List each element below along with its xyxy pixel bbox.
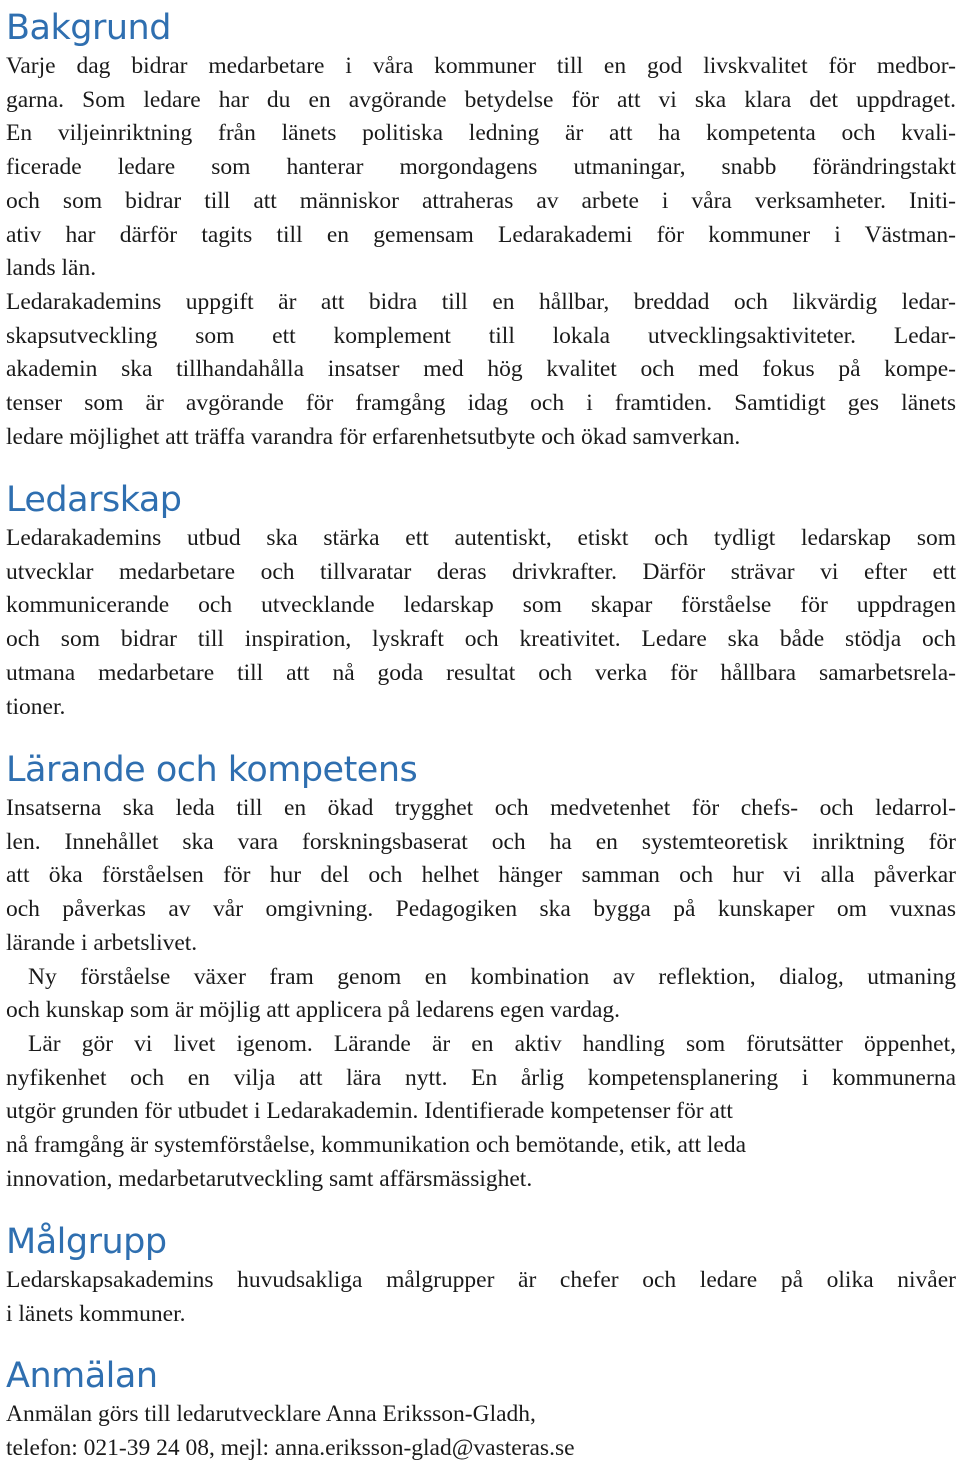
text-line: lärande i arbetslivet. (6, 929, 198, 956)
text-line: Ledarskapsakademins huvudsakliga målgrupper är chefer och ledare på olika nivåer (6, 1267, 956, 1293)
text-line: lands län. (6, 255, 97, 282)
text-line: i länets kommuner. (6, 1300, 186, 1327)
text-line: Ledarakademins uppgift är att bidra till en hållbar, breddad och likvärdig ledar- (6, 288, 956, 315)
text-line: och påverkas av vår omgivning. Pedagogiken ska bygga på kunskaper om vuxnas (6, 896, 956, 923)
text-line: Lär gör vi livet igenom. Lärande är en aktiv handling som förutsätter öppenhet, (28, 1030, 956, 1057)
text-line: utgör grunden för utbudet i Ledarakademin. Identifierade kompetenser för att (6, 1098, 733, 1125)
section-heading-anmalan: Anmälan (6, 1356, 158, 1396)
text-line: kommunicerande och utvecklande ledarskap som skapar förståelse för uppdragen (6, 592, 956, 619)
text-line: nå framgång är systemförståelse, kommunikation och bemötande, etik, att leda (6, 1132, 747, 1159)
text-line: Ledarakademins utbud ska stärka ett autentiskt, etiskt och tydligt ledarskap som (6, 525, 956, 551)
section-heading-malgrupp: Målgrupp (6, 1222, 167, 1262)
section-bakgrund (6, 8, 956, 454)
section-malgrupp (6, 1222, 956, 1331)
text-line: att öka förståelsen för hur del och helhet hänger samman och hur vi alla påverkar (6, 862, 956, 889)
section-ledarskap (6, 480, 956, 724)
text-line: garna. Som ledare har du en avgörande betydelse för att vi ska klara det uppdraget. (6, 86, 956, 113)
text-line: len. Innehållet ska vara forskningsbaserat och ha en systemteoretisk inriktning för (6, 828, 956, 855)
paragraph (6, 961, 956, 1028)
paragraph (6, 792, 956, 961)
paragraph (6, 522, 956, 724)
paragraph (6, 1028, 956, 1197)
section-larande-och-kompetens (6, 750, 956, 1196)
text-line: och som bidrar till inspiration, lyskraft och kreativitet. Ledare ska både stödja och (6, 626, 956, 653)
text-line: och kunskap som är möjlig att applicera på ledarens egen vardag. (6, 997, 621, 1024)
text-line: tenser som är avgörande för framgång idag och i framtiden. Samtidigt ges länets (6, 390, 956, 417)
section-anmalan (6, 1356, 956, 1465)
text-line: Ny förståelse växer fram genom en kombination av reflektion, dialog, utmaning (28, 963, 956, 990)
text-line: akademin ska tillhandahålla insatser med hög kvalitet och med fokus på kompe- (6, 356, 956, 383)
paragraph (6, 50, 956, 286)
paragraph (6, 1398, 956, 1465)
paragraph (6, 1264, 956, 1331)
text-line: skapsutveckling som ett komplement till lokala utvecklingsaktiviteter. Ledar- (6, 322, 956, 349)
text-line: utmana medarbetare till att nå goda resultat och verka för hållbara samarbetsrela- (6, 659, 956, 686)
text-line: Varje dag bidrar medarbetare i våra kommuner till en god livskvalitet för medbor- (6, 53, 956, 79)
text-line: innovation, medarbetarutveckling samt affärsmässighet. (6, 1165, 533, 1192)
text-line: nyfikenhet och en vilja att lära nytt. En årlig kompetensplanering i kommunerna (6, 1064, 956, 1091)
text-line: ledare möjlighet att träffa varandra för erfarenhetsutbyte och ökad samverkan. (6, 423, 741, 450)
text-line: utvecklar medarbetare och tillvaratar deras drivkrafter. Därför strävar vi efter ett (6, 558, 956, 585)
text-line: Insatserna ska leda till en ökad trygghet och medvetenhet för chefs- och ledarrol- (6, 795, 956, 821)
contact-line: telefon: 021-39 24 08, mejl: anna.eriksson-glad@vasteras.se (6, 1434, 575, 1461)
text-line: En viljeinriktning från länets politiska ledning är att ha kompetenta och kvali- (6, 120, 956, 147)
section-heading-ledarskap: Ledarskap (6, 480, 182, 520)
text-line: och som bidrar till att människor attraheras av arbete i våra verksamheter. Initi- (6, 187, 956, 214)
section-heading-bakgrund: Bakgrund (6, 8, 171, 48)
text-line: ativ har därför tagits till en gemensam Ledarakademi för kommuner i Västman- (6, 221, 956, 248)
section-heading-larande: Lärande och kompetens (6, 750, 418, 790)
text-line: Anmälan görs till ledarutvecklare Anna Eriksson-Gladh, (6, 1401, 536, 1427)
paragraph (6, 286, 956, 455)
text-line: ficerade ledare som hanterar morgondagens utmaningar, snabb förändringstakt (6, 154, 956, 181)
text-line: tioner. (6, 693, 66, 720)
